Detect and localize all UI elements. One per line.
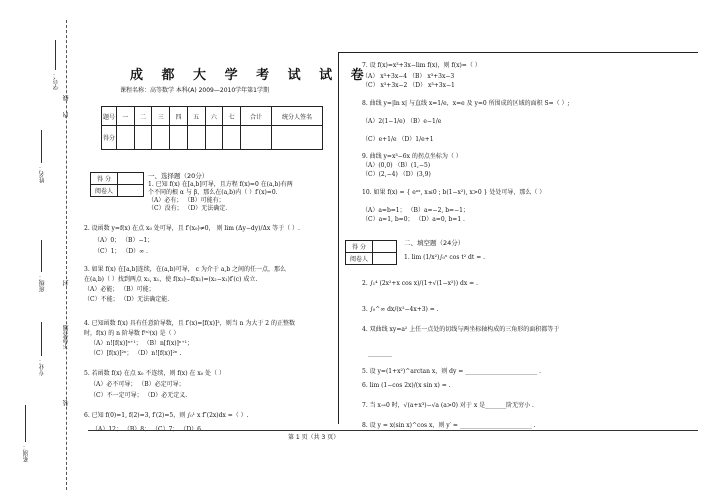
exam-title: 成 都 大 学 考 试 试 卷 [130,68,371,83]
q7-line: （C） x³+3x−2 （D） x³+3x−1 [362,82,455,89]
score-cell: 一 [117,107,135,126]
question-9 [362,153,462,179]
q5-line: （C）不一定可导； （D）必无定义. [90,392,188,399]
grader-label: 得 分 [91,173,118,185]
q9-line: （A）(0,0) （B）(1,−5) [362,162,431,169]
q8-line: （A）2(1−1/e) （B）e−1/e [362,118,442,125]
q2-line: （C）1； （D）∞ . [94,248,148,255]
q10-line: 10. 如果 f(x) = { eᵃˣ, x≤0 ; b(1−x²), x>0 } 处处可导，那么（ ） [362,189,546,196]
grader-box-1 [90,172,144,197]
fill-4-blank[interactable]: ________ [368,350,392,357]
q1-line: （A）必有； （B）可能有； [148,197,225,204]
q4-line: （A）n![f(x)]ⁿ⁺¹； （B）n[f(x)]ⁿ⁺¹； [90,340,194,347]
section1-heading: 一、选择题（20分） [148,172,209,180]
score-table [101,106,323,150]
score-input[interactable] [134,126,152,150]
mark-bind: 装 [63,400,70,406]
q7-line: （A） x³+3x−4 （B） x³+3x−3 [362,73,455,80]
question-2 [84,225,300,256]
score-input[interactable] [241,126,272,150]
question-1 [148,181,293,213]
question-4 [84,320,295,358]
grader-label: 阅卷人 [346,253,373,265]
q1-line: （C）没有； （D）无法确定. [148,205,228,212]
q1-line: 1. 已知 f(x) 在[a,b]可导，且方程 f(x)=0 在(a,b)有两 [148,181,293,188]
q3-line: （A）必能； （B）可能； [84,286,155,293]
blank-student-id [55,40,56,70]
blank-name [41,130,42,163]
fill-1: 1. lim (1/x²)∫₀ˣ cos t² dt = . [404,254,486,261]
score-input[interactable] [205,126,223,150]
q5-line: 5. 若函数 f(x) 在点 x₀ 不连续，则 f(x) 在 x₀ 处（ ） [84,370,225,377]
grader-input[interactable] [373,241,397,253]
score-input[interactable] [272,126,323,150]
fill-7: 7. 当 x→0 时，√(a+x³)−√a (a>0) 对于 x 是_______阶无穷小 . [362,402,534,409]
score-input[interactable] [117,126,135,150]
question-5 [84,370,225,400]
q3-line: 在(a,b)（ ）找到两点 x₂, x₁，使 f(x₂)−f(x₁)=(x₂−x₁)f′(c) 成立. [84,276,258,283]
score-cell: 五 [187,107,205,126]
fill-2: 2. ∫₁⁴ (2x²+x cos x)/(1+√(1−x²)) dx = . [362,280,478,287]
question-3 [84,266,286,304]
course-line: 课程名称：高等数学 本科(A) 2009—2010学年第1学期 [120,87,269,94]
mark-inner: 内 [63,112,70,118]
q1-line: 个不同的根 α 与 β，那么在(a,b)内（ ）f′(x)=0. [148,189,278,196]
score-cell: 三 [152,107,170,126]
label-name: 姓名： [39,165,46,183]
label-major: 专业： [39,358,46,376]
q4-line: 4. 已知函数 f(x) 具有任意阶导数，且 f′(x)=[f(x)]²，则当 n 为大于 2 的正整数 [84,320,296,327]
q3-line: （C）不能； （D）无法确定能. [84,296,170,303]
blank-class [41,240,42,272]
grader-input[interactable] [373,253,397,265]
q9-line: 9. 曲线 y=x³−6x 的拐点坐标为（ ） [362,153,462,160]
fill-6: 6. lim (1−cos 2x)/(x sin x) = . [362,382,451,389]
score-cell: 得分 [102,126,117,150]
grader-label: 阅卷人 [91,185,118,197]
q10-line: （C）a=1, b=0； （D）a=0, b=1 . [362,216,465,223]
binding-margin [0,0,82,503]
score-cell: 六 [205,107,223,126]
score-input[interactable] [223,126,241,150]
score-row-heading [102,107,323,126]
score-row-values [102,126,323,150]
grader-input[interactable] [118,185,144,197]
fill-8: 8. 设 y = x(sin x)^cos x，则 y′ = ________________________ . [362,422,536,429]
q8-line: 8. 曲线 y=|ln x| 与直线 x=1/e，x=e 及 y=0 所围成的区域的面积 S=（ ）; [362,100,570,107]
q5-line: （A）必不可导； （B）必定可导； [90,381,185,388]
q6-line: （A）12； （B）8； （C）7； （D）6. [92,426,203,433]
score-cell: 二 [134,107,152,126]
dashed-line-1 [66,20,67,490]
q8-line: （C）e+1/e （D）1/e+1 [362,136,434,143]
page-footer: 第 1 页（共 3 页） [288,434,340,441]
score-cell: 四 [170,107,188,126]
question-10 [362,185,545,224]
mark-line: 线 [63,95,70,101]
mark-no-answer: 不要答题 [63,325,70,349]
q3-line: 3. 如果 f(x) 在[a,b]连续，在(a,b)可导， c 为介于 a,b 之间的任一点，那么 [84,266,287,273]
q7-line: 7. 设 f(x)=x³+3x−lim f(x)，则 f(x)=（ ） [362,62,481,69]
q4-line: （C）[f(x)]²ⁿ； （D）n![f(x)]²ⁿ . [90,350,182,357]
label-class: 班级： [39,274,46,292]
question-7 [362,62,481,90]
q9-line: （C）(2,−4) （D）(3,9) [362,171,431,178]
grader-input[interactable] [118,173,144,185]
q2-line: （A）0； （B）−1； [94,237,154,244]
footer-rule [88,430,698,431]
score-input[interactable] [187,126,205,150]
question-8 [362,100,570,144]
fill-5: 5. 设 y=(1+x²)^arctan x，则 dy = ________________________ . [362,368,542,375]
score-cell: 合计 [241,107,272,126]
grader-box-2 [345,240,397,265]
label-student-id: 学号： [53,72,60,90]
fill-3: 3. ∫₀^∞ dx/(x²−4x+3) = . [362,306,439,313]
score-input[interactable] [152,126,170,150]
label-dept: 系别： [23,444,30,462]
score-cell: 统分人签名 [272,107,323,126]
fill-4: 4. 双曲线 xy=a² 上任一点处的切线与两坐标轴构成的三角形的面积都等于 [362,326,560,333]
page-divider [338,52,339,424]
grader-label: 得 分 [346,241,373,253]
blank-major [41,322,42,356]
q10-line: （A）a=b=1； （B）a=−2, b=−1； [362,207,469,214]
q6-line: 6. 已知 f(0)=1, f(2)=3, f′(2)=5，则 ∫₀¹ x f″(2x)dx =（ ）. [84,412,249,419]
score-cell: 七 [223,107,241,126]
score-input[interactable] [170,126,188,150]
right-border-top [338,52,698,53]
section2-heading: 二、填空题（24分） [404,239,465,247]
mark-seal: 封 [63,280,70,286]
score-cell: 题号 [102,107,117,126]
blank-dept [25,405,26,442]
q4-line: 时，f(x) 的 n 阶导数 f⁽ⁿ⁾(x) 是（ ） [84,330,180,337]
q2-line: 2. 设函数 y=f(x) 在点 x₀ 处可导，且 f′(x₀)≠0， 则 lim (Δy−dy)/Δx 等于（ ）. [84,225,300,232]
